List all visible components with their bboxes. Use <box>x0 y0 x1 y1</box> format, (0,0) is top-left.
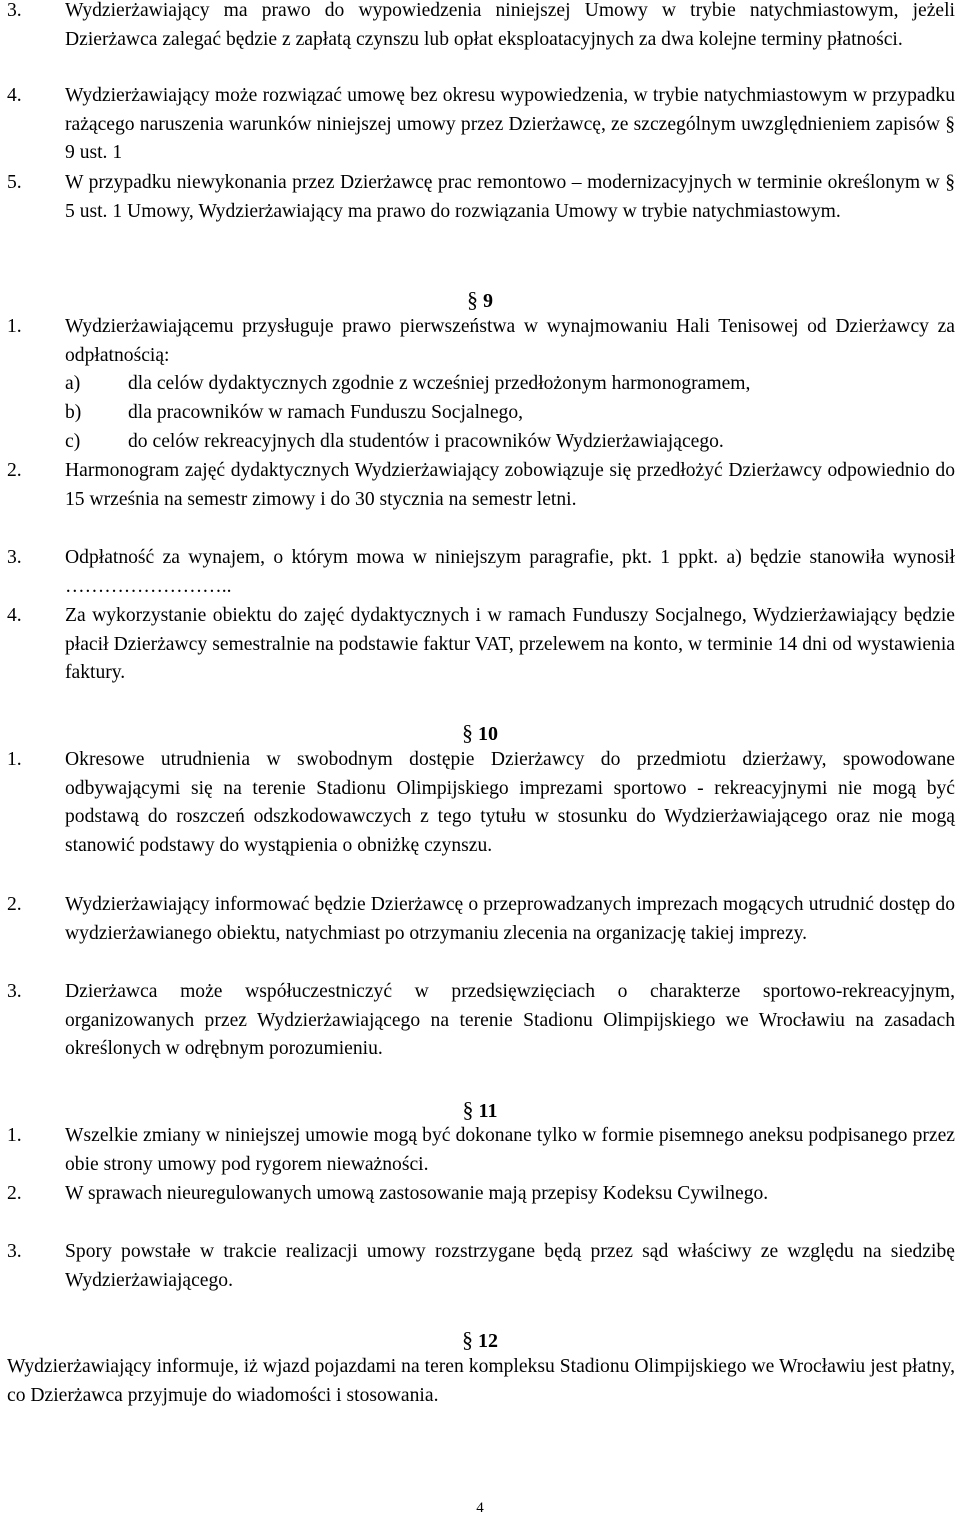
sub-item-letter: a) <box>65 373 81 394</box>
section-sign-icon: § <box>467 287 478 312</box>
item-text: Harmonogram zajęć dydaktycznych Wydzierżawiający zobowiązuje się przedłożyć Dzierżawcy odpowiednio do 15 września na semestr zimowy i do 30 stycznia na semestr letni. <box>65 460 955 510</box>
item-text: W sprawach nieuregulowanych umową zastosowanie mają przepisy Kodeksu Cywilnego. <box>65 1183 769 1204</box>
item-number: 1. <box>7 316 22 337</box>
item-text: Wydzierżawiający ma prawo do wypowiedzenia niniejszej Umowy w trybie natychmiastowym, jeżeli Dzierżawca zalegać będzie z zapłatą czynszu lub opłat eksploatacyjnych za dwa kolejne terminy płatności. <box>65 0 955 50</box>
item-number: 3. <box>7 0 22 21</box>
item-text: Wydzierżawiający może rozwiązać umowę bez okresu wypowiedzenia, w trybie natychmiastowym w przypadku rażącego naruszenia warunków niniejszej umowy przez Dzierżawcę, ze szczególnym uwzględnieniem zapisów § 9 ust. 1 <box>65 85 955 164</box>
item-text: Za wykorzystanie obiektu do zajęć dydaktycznych i w ramach Funduszy Socjalnego, Wydzierżawiający będzie płacił Dzierżawcy semestralnie na podstawie faktur VAT, przelewem na konto, w terminie 14 dni od wystawienia faktury. <box>65 605 955 684</box>
list-item <box>7 891 955 948</box>
item-text: Odpłatność za wynajem, o którym mowa w niniejszym paragrafie, pkt. 1 ppkt. a) będzie stanowiła wynosił …………………….. <box>65 547 955 597</box>
section-number: 10 <box>478 723 498 745</box>
section-sign-icon: § <box>462 1097 474 1122</box>
item-text: Dzierżawca może współuczestniczyć w przedsięwzięciach o charakterze sportowo-rekreacyjnym, organizowanych przez Wydzierżawiającego na terenie Stadionu Olimpijskiego we Wrocławiu na zasadach określonych w odrębnym porozumieniu. <box>65 981 955 1060</box>
item-number: 2. <box>7 894 22 915</box>
sub-item <box>65 370 955 399</box>
item-number: 3. <box>7 1241 22 1262</box>
item-text: W przypadku niewykonania przez Dzierżawcę prac remontowo – modernizacyjnych w terminie określonym w § 5 ust. 1 Umowy, Wydzierżawiający ma prawo do rozwiązania Umowy w trybie natychmiastowym. <box>65 172 955 222</box>
list-item <box>7 1122 955 1179</box>
section-heading-9 <box>0 287 960 314</box>
list-item <box>7 978 955 1064</box>
list-item <box>7 1180 955 1209</box>
item-text: Wydzierżawiającemu przysługuje prawo pierwszeństwa w wynajmowaniu Hali Tenisowej od Dzierżawcy za odpłatnością: <box>65 316 955 366</box>
section-sign-icon: § <box>462 720 473 745</box>
list-item <box>7 82 955 168</box>
sub-item <box>65 399 955 428</box>
list-item <box>7 313 955 370</box>
item-number: 4. <box>7 85 22 106</box>
item-number: 4. <box>7 605 22 626</box>
item-number: 3. <box>7 547 22 568</box>
section-number: 11 <box>478 1100 498 1122</box>
list-item <box>7 0 955 54</box>
sub-item-text: dla pracowników w ramach Funduszu Socjalnego, <box>128 402 524 423</box>
item-text: Okresowe utrudnienia w swobodnym dostępie Dzierżawcy do przedmiotu dzierżawy, spowodowane odbywającymi się na terenie Stadionu Olimpijskiego imprezami sportowo - rekreacyjnymi nie mogą być podstawą do roszczeń odszkodowawczych z tego tytułu w stosunku do Wydzierżawiającego oraz nie mogą stanowić podstawy do wystąpienia o obniżkę czynszu. <box>65 749 955 856</box>
paragraph: Wydzierżawiający informuje, iż wjazd pojazdami na teren kompleksu Stadionu Olimpijskiego we Wrocławiu jest płatny, co Dzierżawca przyjmuje do wiadomości i stosowania. <box>7 1356 955 1406</box>
list-item <box>7 1238 955 1295</box>
sub-item-text: do celów rekreacyjnych dla studentów i pracowników Wydzierżawiającego. <box>128 431 724 452</box>
page-number: 4 <box>476 1500 484 1516</box>
item-number: 5. <box>7 172 22 193</box>
item-text: Wydzierżawiający informować będzie Dzierżawcę o przeprowadzanych imprezach mogących utrudnić dostęp do wydzierżawianego obiektu, natychmiast po otrzymaniu zlecenia na organizację takiej imprezy. <box>65 894 955 944</box>
item-number: 2. <box>7 460 22 481</box>
section-number: 12 <box>478 1330 498 1352</box>
section-heading-11 <box>0 1097 960 1124</box>
list-item <box>7 169 955 226</box>
sub-item <box>65 428 955 457</box>
sub-item-letter: b) <box>65 402 82 423</box>
list-item <box>7 602 955 688</box>
item-number: 2. <box>7 1183 22 1204</box>
section-heading-10 <box>0 720 960 747</box>
item-number: 3. <box>7 981 22 1002</box>
item-text: Spory powstałe w trakcie realizacji umowy rozstrzygane będą przez sąd właściwy ze względu na siedzibę Wydzierżawiającego. <box>65 1241 955 1291</box>
item-text: Wszelkie zmiany w niniejszej umowie mogą być dokonane tylko w formie pisemnego aneksu podpisanego przez obie strony umowy pod rygorem nieważności. <box>65 1125 955 1175</box>
section-number: 9 <box>483 290 493 312</box>
item-number: 1. <box>7 749 22 770</box>
list-item <box>7 457 955 514</box>
list-item <box>7 544 955 601</box>
sub-item-letter: c) <box>65 431 81 452</box>
item-number: 1. <box>7 1125 22 1146</box>
list-item <box>7 746 955 860</box>
sub-item-text: dla celów dydaktycznych zgodnie z wcześniej przedłożonym harmonogramem, <box>128 373 751 394</box>
section-sign-icon: § <box>462 1327 473 1352</box>
section-heading-12 <box>0 1327 960 1354</box>
